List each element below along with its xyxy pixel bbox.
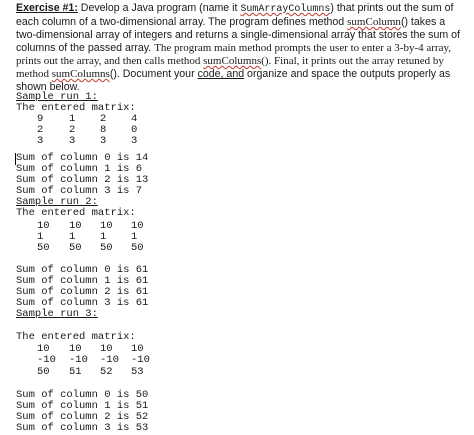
- matrix-cell: 2: [100, 113, 107, 125]
- matrix-cell: -10: [100, 354, 119, 366]
- sum-line: Sum of column 2 is 61: [16, 286, 149, 298]
- description-text-3: () takes a two-dimensional array of integers and returns a single-dimensional array that stores the sum of columns of the passed array.: [16, 16, 460, 54]
- method-name-1: sumColumn: [347, 16, 401, 28]
- matrix-cell: 10: [100, 343, 113, 355]
- description-text-6: organize and space the outputs properly as shown below.: [16, 68, 451, 93]
- sum-line: Sum of column 3 is 61: [16, 297, 149, 309]
- matrix-cell: 1: [37, 231, 44, 243]
- matrix-cell: 10: [69, 343, 82, 355]
- matrix-cell: 1: [131, 231, 138, 243]
- exercise-description: [16, 2, 464, 94]
- description-text-4: (). Final, it prints out the array retuned by method: [16, 55, 444, 80]
- matrix-cell: 2: [69, 124, 76, 136]
- sum-line: Sum of column 1 is 6: [16, 163, 143, 175]
- matrix-cell: 51: [69, 366, 82, 378]
- matrix-cell: 10: [37, 343, 50, 355]
- matrix-cell: 10: [131, 343, 144, 355]
- sum-line: Sum of column 0 is 61: [16, 264, 149, 276]
- matrix-cell: 8: [100, 124, 107, 136]
- matrix-cell: 10: [69, 220, 82, 232]
- sum-line: Sum of column 3 is 7: [16, 185, 143, 197]
- sample-run-2-entered-label: The entered matrix:: [16, 207, 136, 219]
- matrix-cell: 50: [100, 242, 113, 254]
- matrix-cell: -10: [37, 354, 56, 366]
- sum-line: Sum of column 1 is 51: [16, 400, 149, 412]
- matrix-cell: 10: [100, 220, 113, 232]
- sample-run-3-entered-label: The entered matrix:: [16, 331, 136, 343]
- matrix-cell: 10: [37, 220, 50, 232]
- class-name: SumArrayColumns: [240, 4, 331, 15]
- code-word: code, and: [197, 68, 245, 80]
- sample-run-1-label: Sample run 1:: [16, 91, 98, 103]
- exercise-heading: Exercise #1:: [16, 2, 78, 14]
- sum-line: Sum of column 2 is 52: [16, 411, 149, 423]
- matrix-cell: 1: [69, 231, 76, 243]
- matrix-cell: 1: [100, 231, 107, 243]
- matrix-cell: 50: [37, 242, 50, 254]
- sample-run-1-entered-label: The entered matrix:: [16, 102, 136, 114]
- matrix-cell: 4: [131, 113, 138, 125]
- sum-line: Sum of column 0 is 14: [16, 152, 149, 164]
- sum-line: Sum of column 3 is 53: [16, 422, 149, 434]
- matrix-cell: 50: [37, 366, 50, 378]
- matrix-cell: -10: [69, 354, 88, 366]
- description-serif-text: The program main method prompts the user to enter a 3-by-4 array, prints out the array, and then calls method: [16, 42, 451, 67]
- sample-run-3-label: Sample run 3:: [16, 308, 98, 320]
- matrix-cell: -10: [131, 354, 150, 366]
- description-text-2: ) that prints out the sum of each column of a two-dimensional array. The program defines method: [16, 2, 454, 28]
- sample-run-2-label: Sample run 2:: [16, 196, 98, 208]
- matrix-cell: 52: [100, 366, 113, 378]
- sum-line: Sum of column 2 is 13: [16, 174, 149, 186]
- matrix-cell: 9: [37, 113, 44, 125]
- matrix-cell: 53: [131, 366, 144, 378]
- method-name-3: sumColumns: [51, 68, 110, 80]
- matrix-cell: 50: [131, 242, 144, 254]
- matrix-cell: 50: [69, 242, 82, 254]
- sum-line: Sum of column 0 is 50: [16, 389, 149, 401]
- method-name-2: sumColumns: [203, 55, 262, 67]
- sum-line: Sum of column 1 is 61: [16, 275, 149, 287]
- matrix-cell: 3: [100, 135, 107, 147]
- description-text-5: (). Document your: [109, 68, 198, 80]
- description-text-1: Develop a Java program (name it: [77, 2, 241, 14]
- matrix-cell: 3: [131, 135, 138, 147]
- matrix-cell: 2: [37, 124, 44, 136]
- matrix-cell: 0: [131, 124, 138, 136]
- matrix-cell: 1: [69, 113, 76, 125]
- matrix-cell: 3: [69, 135, 76, 147]
- matrix-cell: 10: [131, 220, 144, 232]
- matrix-cell: 3: [37, 135, 44, 147]
